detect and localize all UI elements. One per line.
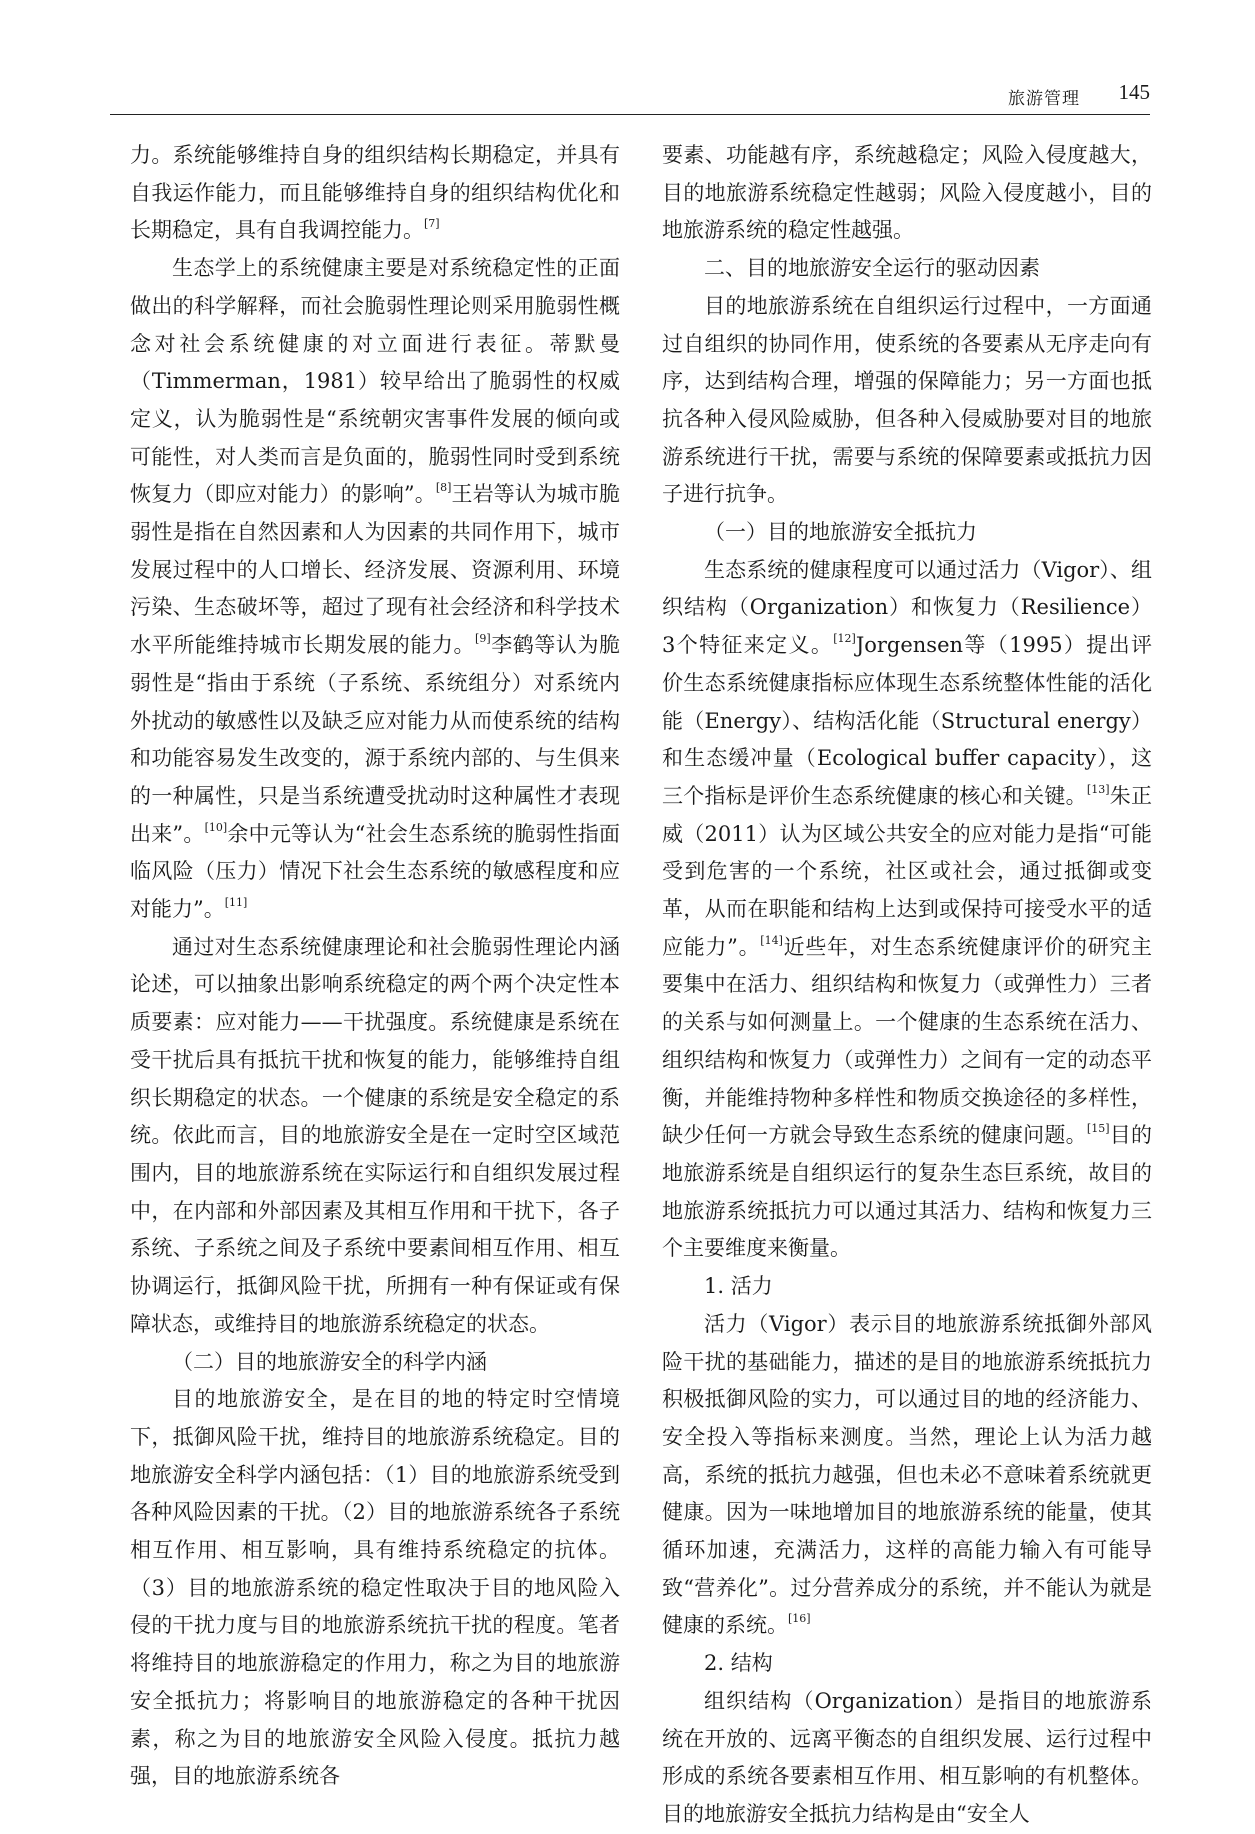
- paragraph: 通过对生态系统健康理论和社会脆弱性理论内涵论述，可以抽象出影响系统稳定的两个两个决定性本质要素：应对能力——干扰强度。系统健康是系统在受干扰后具有抵抗干扰和恢复的能力，能够维持自组织长期稳定的状态。一个健康的系统是安全稳定的系统。依此而言，目的地旅游安全是在一定时空区域范围内，目的地旅游系统在实际运行和自组织发展过程中，在内部和外部因素及其相互作用和干扰下，各子系统、子系统之间及子系统中要素间相互作用、相互协调运行，抵御风险干扰，所拥有一种有保证或有保障状态，或维持目的地旅游系统稳定的状态。: [130, 934, 620, 1336]
- paragraph: 要素、功能越有序，系统越稳定；风险入侵度越大，目的地旅游系统稳定性越弱；风险入侵度越小，目的地旅游系统的稳定性越强。: [662, 143, 1152, 243]
- paragraph: 生态学上的系统健康主要是对系统稳定性的正面做出的科学解释，而社会脆弱性理论则采用脆弱性概念对社会系统健康的对立面进行表征。蒂默曼（Timmerman，1981）较早给出了脆弱性的权威定义，认为脆弱性是“系统朝灾害事件发展的倾向或可能性，对人类而言是负面的，脆弱性同时受到系统恢复力（即应对能力）的影响”。[8]王岩等认为城市脆弱性是指在自然因素和人为因素的共同作用下，城市发展过程中的人口增长、经济发展、资源利用、环境污染、生态破坏等，超过了现有社会经济和科学技术水平所能维持城市长期发展的能力。[9]李鹤等认为脆弱性是“指由于系统（子系统、系统组分）对系统内外扰动的敏感性以及缺乏应对能力从而使系统的结构和功能容易发生改变的，源于系统内部的、与生俱来的一种属性，只是当系统遭受扰动时这种属性才表现出来”。[10]余中元等认为“社会生态系统的脆弱性指面临风险（压力）情况下社会生态系统的敏感程度和应对能力”。[11]: [130, 256, 621, 922]
- subsection-heading: 2. 结构: [704, 1651, 773, 1676]
- paragraph: 力。系统能够维持自身的组织结构长期稳定，并具有自我运作能力，而且能够维持自身的组织结构优化和长期稳定，具有自我调控能力。[7]: [130, 143, 620, 243]
- left-column: [130, 137, 620, 1796]
- paragraph: 目的地旅游系统在自组织运行过程中，一方面通过自组织的协同作用，使系统的各要素从无序走向有序，达到结构合理，增强的保障能力；另一方面也抵抗各种入侵风险威胁，但各种入侵威胁要对目的地旅游系统进行干扰，需要与系统的保障要素或抵抗力因子进行抗争。: [662, 293, 1152, 507]
- page-number: 145: [1118, 80, 1150, 104]
- paragraph: 生态系统的健康程度可以通过活力（Vigor）、组织结构（Organization）和恢复力（Resilience）3个特征来定义。[12]Jorgensen等（1995）提出评价生态系统健康指标应体现生态系统整体性能的活化能（Energy）、结构活化能（Structural energy）和生态缓冲量（Ecological buffer capacity），这三个指标是评价生态系统健康的核心和关键。[13]朱正威（2011）认为区域公共安全的应对能力是指“可能受到危害的一个系统，社区或社会，通过抵御或变革，从而在职能和结构上达到或保持可接受水平的适应能力”。[14]近些年，对生态系统健康评价的研究主要集中在活力、组织结构和恢复力（或弹性力）三者的关系与如何测量上。一个健康的生态系统在活力、组织结构和恢复力（或弹性力）之间有一定的动态平衡，并能维持物种多样性和物质交换途径的多样性，缺少任何一方就会导致生态系统的健康问题。[15]目的地旅游系统是自组织运行的复杂生态巨系统，故目的地旅游系统抵抗力可以通过其活力、结构和恢复力三个主要维度来衡量。: [662, 557, 1153, 1261]
- running-header: [110, 72, 1150, 115]
- paragraph: 组织结构（Organization）是指目的地旅游系统在开放的、远离平衡态的自组织发展、运行过程中形成的系统各要素相互作用、相互影响的有机整体。目的地旅游安全抵抗力结构是由“安全人: [662, 1688, 1152, 1826]
- section-heading: （二）目的地旅游安全的科学内涵: [172, 1349, 487, 1374]
- paragraph: 目的地旅游安全，是在目的地的特定时空情境下，抵御风险干扰，维持目的地旅游系统稳定。目的地旅游安全科学内涵包括：（1）目的地旅游系统受到各种风险因素的干扰。（2）目的地旅游系统各子系统相互作用、相互影响，具有维持系统稳定的抗体。（3）目的地旅游系统的稳定性取决于目的地风险入侵的干扰力度与目的地旅游系统抗干扰的程度。笔者将维持目的地旅游稳定的作用力，称之为目的地旅游安全抵抗力；将影响目的地旅游稳定的各种干扰因素，称之为目的地旅游安全风险入侵度。抵抗力越强，目的地旅游系统各: [130, 1387, 620, 1789]
- subsection-heading: （一）目的地旅游安全抵抗力: [704, 520, 977, 545]
- paragraph: 活力（Vigor）表示目的地旅游系统抵御外部风险干扰的基础能力，描述的是目的地旅游系统抵抗力积极抵御风险的实力，可以通过目的地的经济能力、安全投入等指标来测度。当然，理论上认为活力越高，系统的抵抗力越强，但也未必不意味着系统就更健康。因为一味地增加目的地旅游系统的能量，使其循环加速，充满活力，这样的高能力输入有可能导致“营养化”。过分营养成分的系统，并不能认为就是健康的系统。[16]: [662, 1311, 1152, 1638]
- right-column: [662, 137, 1152, 1834]
- journal-name: 旅游管理: [1008, 89, 1080, 109]
- subsection-heading: 1. 活力: [704, 1274, 773, 1299]
- section-heading: 二、目的地旅游安全运行的驱动因素: [704, 256, 1040, 281]
